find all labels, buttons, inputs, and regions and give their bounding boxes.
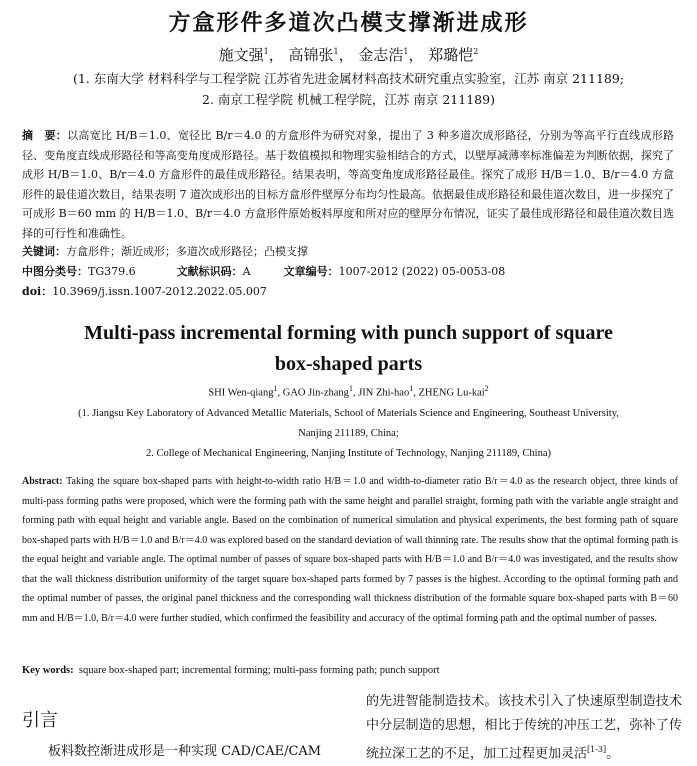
author-name: JIN Zhi-hao — [358, 387, 410, 399]
clc-label: 中图分类号： — [22, 265, 88, 278]
keywords-label: 关键词： — [22, 245, 66, 258]
sentence-end: 。 — [606, 746, 620, 762]
english-keywords — [22, 665, 440, 676]
abstract-text: Taking the square box-shaped parts with height-to-width ratio H/B＝1.0 and width-to-diameter ratio B/r＝4.0 as the research object, three kinds of multi-pass forming paths were proposed, which were the forming path with the same height and parallel straight, forming path with the variable angle straight and forming path with equal height and variable angle. Based on the combination of numerical simulation and physical experiments, the best forming path of square box-shaped parts with H/B＝1.0 and B/r＝4.0 was explored based on the standard deviation of wall thinning rate. The results show that the optimal forming path is the equal height and variable angle. The optimal number of passes of square box-shaped parts with H/B＝1.0 and B/r＝4.0 was investigated, and the results show that the wall thickness distribution uniformity of the target square box-shaped parts formed by 7 passes is the highest. According to the optimal forming path and the optimal number of passes, the original panel thickness and the corresponding wall thickness distribution of the formable square box-shaped parts with B＝60 mm and H/B＝1.0, B/r＝4.0 were further studied, which confirmed the feasibility and accuracy of the optimal forming path and the optimal number of passes. — [22, 476, 678, 624]
keywords-text: square box-shaped part; incremental forming; multi-pass forming path; punch support — [78, 665, 440, 676]
abstract-label: Abstract: — [22, 476, 63, 487]
keywords-label: Key words: — [22, 665, 74, 676]
english-abstract — [22, 472, 678, 628]
author-sup: 1 — [333, 47, 339, 56]
author-name: GAO Jin-zhang — [282, 387, 349, 399]
doi-line — [22, 283, 267, 299]
body-paragraph: 的先进智能制造技术。该技术引入了快速原型制造技术中分层制造的思想，相比于传统的冲压工艺，弥补了传统拉深工艺的不足，加工过程更加灵活 — [366, 694, 682, 762]
chinese-keywords — [22, 243, 308, 259]
author-name: 高锦张 — [288, 46, 334, 64]
clc-value: TG379.6 — [88, 265, 136, 278]
author-sup: 1 — [273, 384, 278, 393]
doc-code-value: A — [242, 265, 251, 278]
section-heading: 引言 — [22, 710, 58, 731]
affiliation-line: 2. College of Mechanical Engineering, Nanjing Institute of Technology, Nanjing 211189, China) — [146, 448, 551, 459]
author-sup: 2 — [484, 384, 489, 393]
english-affiliations — [10, 404, 687, 464]
body-text-left: 板料数控渐进成形是一种实现 CAD/CAE/CAM — [48, 744, 322, 759]
affiliation-line: 2. 南京工程学院 机械工程学院，江苏 南京 211189) — [202, 92, 495, 107]
author-sup: 1 — [263, 47, 269, 56]
author-name: 郑璐恺 — [428, 46, 474, 64]
author-sup: 1 — [348, 384, 353, 393]
author-sup: 1 — [409, 384, 414, 393]
english-title-line: Multi-pass incremental forming with punch support of square — [84, 322, 613, 344]
abstract-label: 摘 要： — [22, 129, 68, 142]
citation: [1-3] — [587, 745, 607, 754]
classification-line — [22, 263, 674, 279]
affiliation-line: (1. Jiangsu Key Laboratory of Advanced Metallic Materials, School of Materials Science and Engineering, Southeast University, — [78, 408, 619, 419]
author-name: SHI Wen-qiang — [208, 387, 274, 399]
doc-code-label: 文献标识码： — [176, 265, 243, 278]
affiliation-line: (1. 东南大学 材料科学与工程学院 江苏省先进金属材料高技术研究重点实验室，江苏 南京 211189; — [72, 71, 625, 86]
keywords-text: 方盒形件；渐近成形；多道次成形路径；凸模支撑 — [66, 245, 308, 258]
article-no-value: 1007-2012 (2022) 05-0053-08 — [338, 265, 506, 278]
article-no-label: 文章编号： — [283, 265, 339, 278]
author-name: 施文强 — [218, 46, 264, 64]
abstract-text: 以高宽比 H/B＝1.0、宽径比 B/r＝4.0 的方盒形件为研究对象，提出了 3 种多道次成形路径，分别为等高平行直线成形路径、变角度直线成形路径和等高变角度成形路径。基于数值模拟和物理实验相结合的方式，以壁厚减薄率标准偏差为判断依据，探究了成形 H/B＝1.0、B/r＝4.0 方盒形件的最佳成形路径。结果表明，等高变角度成形路径最佳。探究了成形 H/B＝1.0、B/r＝4.0 方盒形件的最佳道次数目，结果表明 7 道次成形出的目标方盒形件壁厚分布均匀性最高。依据最佳成形路径和最佳道次数目，进一步探究了可成形 B＝60 mm 的 H/B＝1.0、B/r＝4.0 方盒形件原始板料厚度和所对应的壁厚分布情况，证实了最佳成形路径和最佳道次数目选择的可行性和准确性。 — [22, 129, 674, 240]
author-name: ZHENG Lu-kai — [418, 387, 485, 399]
chinese-abstract — [22, 126, 674, 243]
doi-label: doi： — [22, 285, 53, 298]
doi-value: 10.3969/j.issn.1007-2012.2022.05.007 — [52, 285, 267, 298]
author-sup: 2 — [473, 47, 479, 56]
chinese-authors: 施文强$^1$， 高锦张$^1$， 金志浩$^1$， 郑璐恺$^2$ — [218, 46, 479, 64]
chinese-affiliations — [0, 68, 697, 110]
body-text-right — [366, 690, 682, 766]
chinese-title: 方盒形件多道次凸模支撑渐进成形 — [168, 10, 529, 36]
english-title — [0, 318, 697, 380]
author-name: 金志浩 — [358, 46, 404, 64]
affiliation-line: Nanjing 211189, China; — [298, 428, 399, 439]
author-sup: 1 — [403, 47, 409, 56]
english-title-line: box-shaped parts — [274, 353, 423, 375]
english-authors: SHI Wen-qiang$^1$, GAO Jin-zhang$^1$, JIN Zhi-hao$^1$, ZHENG Lu-kai$^2$ — [208, 384, 489, 399]
